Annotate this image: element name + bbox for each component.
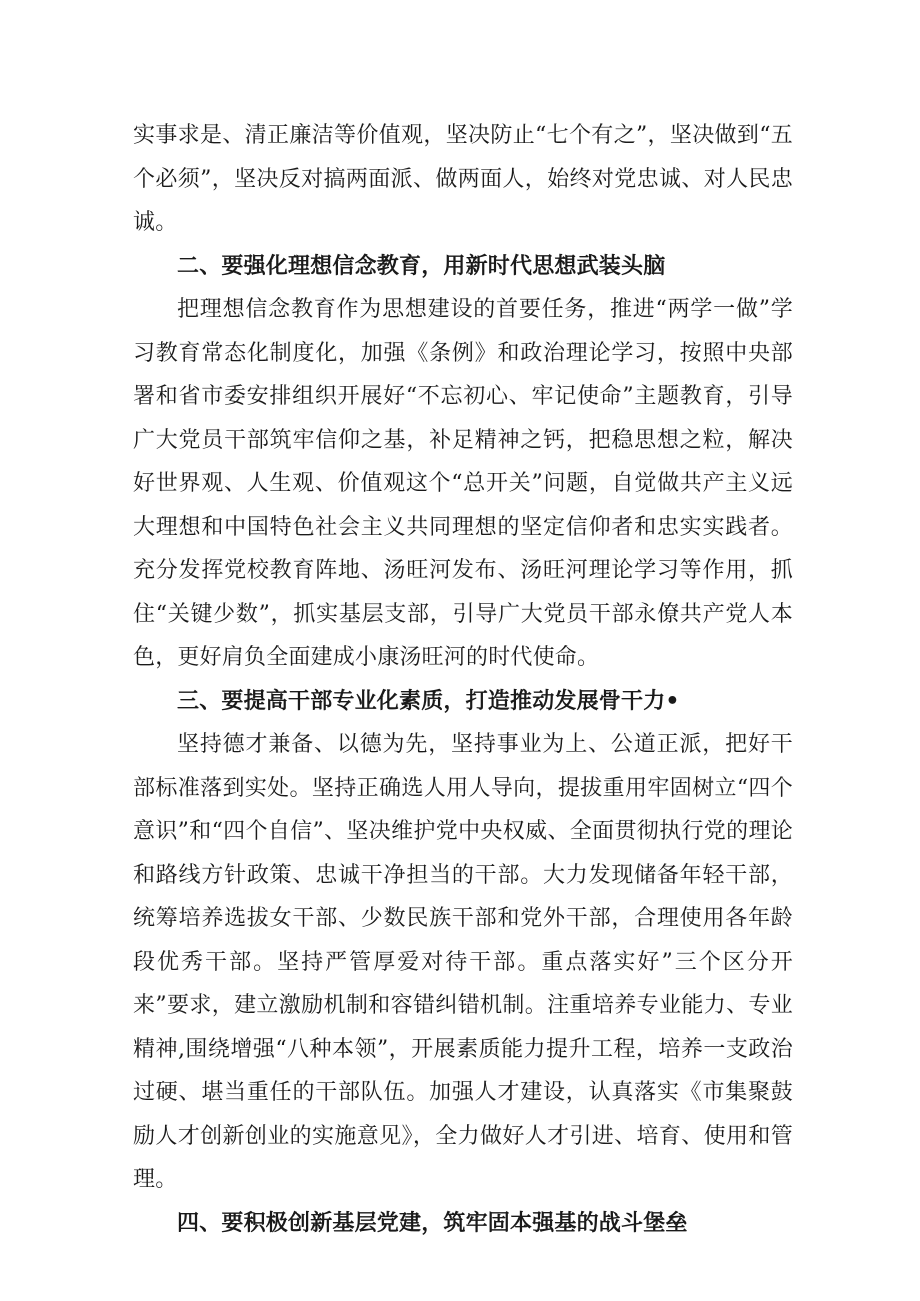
section-heading-2: 二、要强化理想信念教育，用新时代思想武装头脑 — [177, 253, 666, 279]
section-heading-3: 三、要提高干部专业化素质，打造推动发展骨干力• — [177, 688, 680, 714]
document-body — [133, 114, 793, 1245]
section-heading-4: 四、要积极创新基层党建，筑牢固本强基的战斗堡垒 — [177, 1210, 688, 1236]
paragraph-section-3: 坚持德才兼备、以德为先，坚持事业为上、公道正派，把好干部标准落到实处。坚持正确选人用人导向，提拔重用牢固树立“四个意识”和“四个自信”、坚决维护党中央权威、全面贯彻执行党的理论和路线方针政策、忠诚干净担当的干部。大力发现储备年轻干部，统筹培养选拔女干部、少数民族干部和党外干部，合理使用各年龄段优秀干部。坚持严管厚爱对待干部。重点落实好”三个区分开来”要求，建立激励机制和容错纠错机制。注重培养专业能力、专业精神,围绕增强“八种本领”，开展素质能力提升工程，培养一支政治过硬、堪当重任的干部队伍。加强人才建设，认真落实《市集聚鼓励人才创新创业的实施意见》，全力做好人才引进、培育、使用和管理。 — [133, 732, 793, 1192]
paragraph-continuation: 实事求是、清正廉洁等价值观，坚决防止“七个有之”，坚决做到“五个必须”，坚决反对搞两面派、做两面人，始终对党忠诚、对人民忠诚。 — [133, 123, 793, 235]
paragraph-section-2: 把理想信念教育作为思想建设的首要任务，推进“两学一做”学习教育常态化制度化，加强《条例》和政治理论学习，按照中央部署和省市委安排组织开展好“不忘初心、牢记使命”主题教育，引导广大党员干部筑牢信仰之基，补足精神之钙，把稳思想之粒，解决好世界观、人生观、价值观这个“总开关”问题，自觉做共产主义远大理想和中国特色社会主义共同理想的坚定信仰者和忠实实践者。充分发挥党校教育阵地、汤旺河发布、汤旺河理论学习等作用，抓住“关键少数”，抓实基层支部，引导广大党员干部永僚共产党人本色，更好肩负全面建成小康汤旺河的时代使命。 — [133, 297, 793, 670]
